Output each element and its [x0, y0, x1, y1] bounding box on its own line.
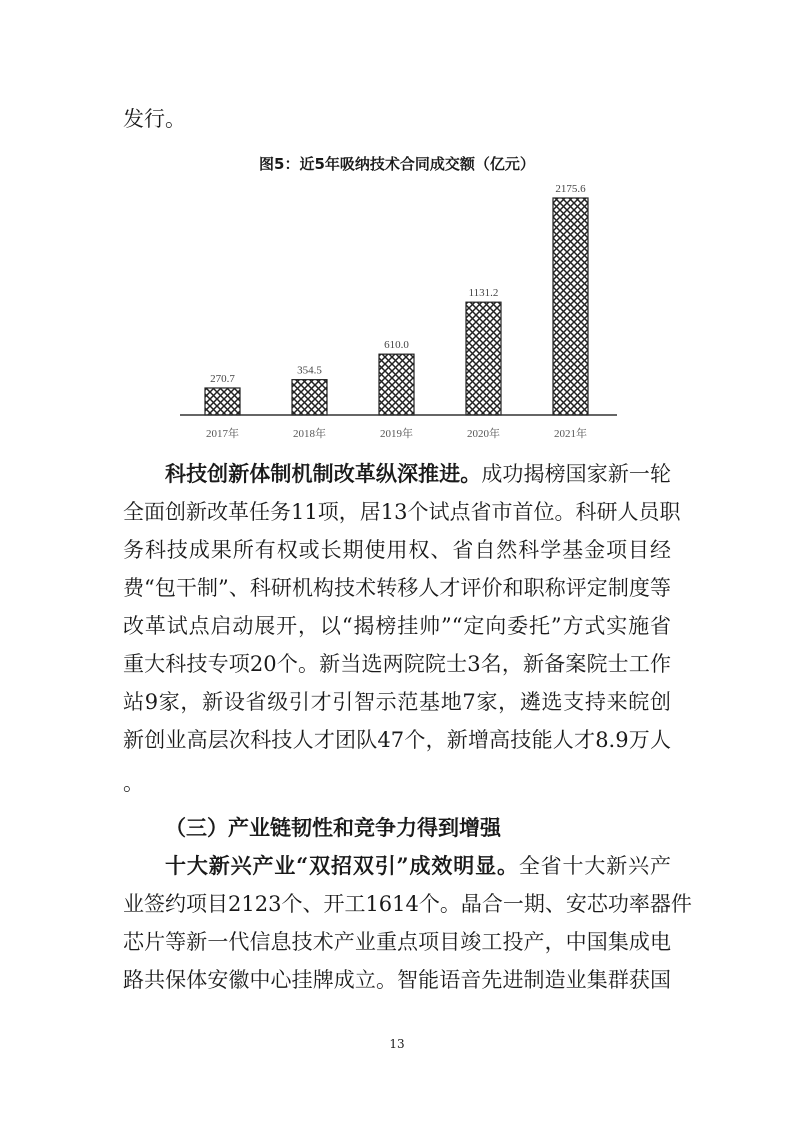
- para1-line7: 站9家，新设省级引才引智示范基地7家，遴选支持来皖创: [123, 690, 671, 714]
- data-label: 270.7: [210, 372, 235, 385]
- para2-lead: 十大新兴产业“双招双引”成效明显。: [165, 853, 519, 878]
- para1-line1: 科技创新体制机制改革纵深推进。成功揭榜国家新一轮: [165, 461, 672, 486]
- data-label: 2175.6: [555, 183, 586, 195]
- bar-2018年: [292, 380, 327, 415]
- data-label: 1131.2: [468, 287, 499, 300]
- para2-line1: 十大新兴产业“双招双引”成效明显。全省十大新兴产: [165, 853, 671, 878]
- para1-line8: 新创业高层次科技人才团队47个，新增高技能人才8.9万人: [123, 728, 671, 752]
- chart-title: 图5：近5年吸纳技术合同成交额（亿元）: [259, 155, 535, 173]
- para2-line2: 业签约项目2123个、开工1614个。晶合一期、安芯功率器件: [123, 892, 692, 916]
- para2-line4: 路共保体安徽中心挂牌成立。智能语音先进制造业集群获国: [123, 968, 671, 992]
- para1-line3: 务科技成果所有权或长期使用权、省自然科学基金项目经: [123, 538, 671, 562]
- x-tick-label: 2017年: [206, 428, 239, 440]
- para1-line4: 费“包干制”、科研机构技术转移人才评价和职称评定制度等: [123, 576, 671, 600]
- data-label: 610.0: [384, 339, 409, 352]
- x-tick-label: 2020年: [467, 428, 500, 440]
- para1-line5: 改革试点启动展开，以“揭榜挂帅”“定向委托”方式实施省: [123, 614, 671, 638]
- bar-2020年: [466, 302, 501, 415]
- data-label: 354.5: [297, 364, 322, 377]
- x-tick-label: 2018年: [293, 428, 326, 440]
- x-tick-label: 2019年: [380, 428, 413, 440]
- bar-2017年: [205, 388, 240, 415]
- para2-line3: 芯片等新一代信息技术产业重点项目竣工投产，中国集成电: [123, 930, 671, 954]
- bar-2019年: [379, 354, 414, 415]
- para1-line6: 重大科技专项20个。新当选两院院士3名，新备案院士工作: [123, 652, 671, 676]
- bar-chart: [0, 0, 794, 450]
- para1-lead: 科技创新体制机制改革纵深推进。: [165, 461, 482, 486]
- section-heading: （三）产业链韧性和竞争力得到增强: [165, 816, 501, 840]
- para1-line2: 全面创新改革任务11项，居13个试点省市首位。科研人员职: [123, 500, 681, 524]
- page-number: 13: [389, 1037, 405, 1051]
- para1-line9: 。: [123, 771, 144, 795]
- x-tick-label: 2021年: [554, 428, 587, 440]
- bar-2021年: [553, 198, 588, 415]
- intro-line: 发行。: [123, 107, 186, 131]
